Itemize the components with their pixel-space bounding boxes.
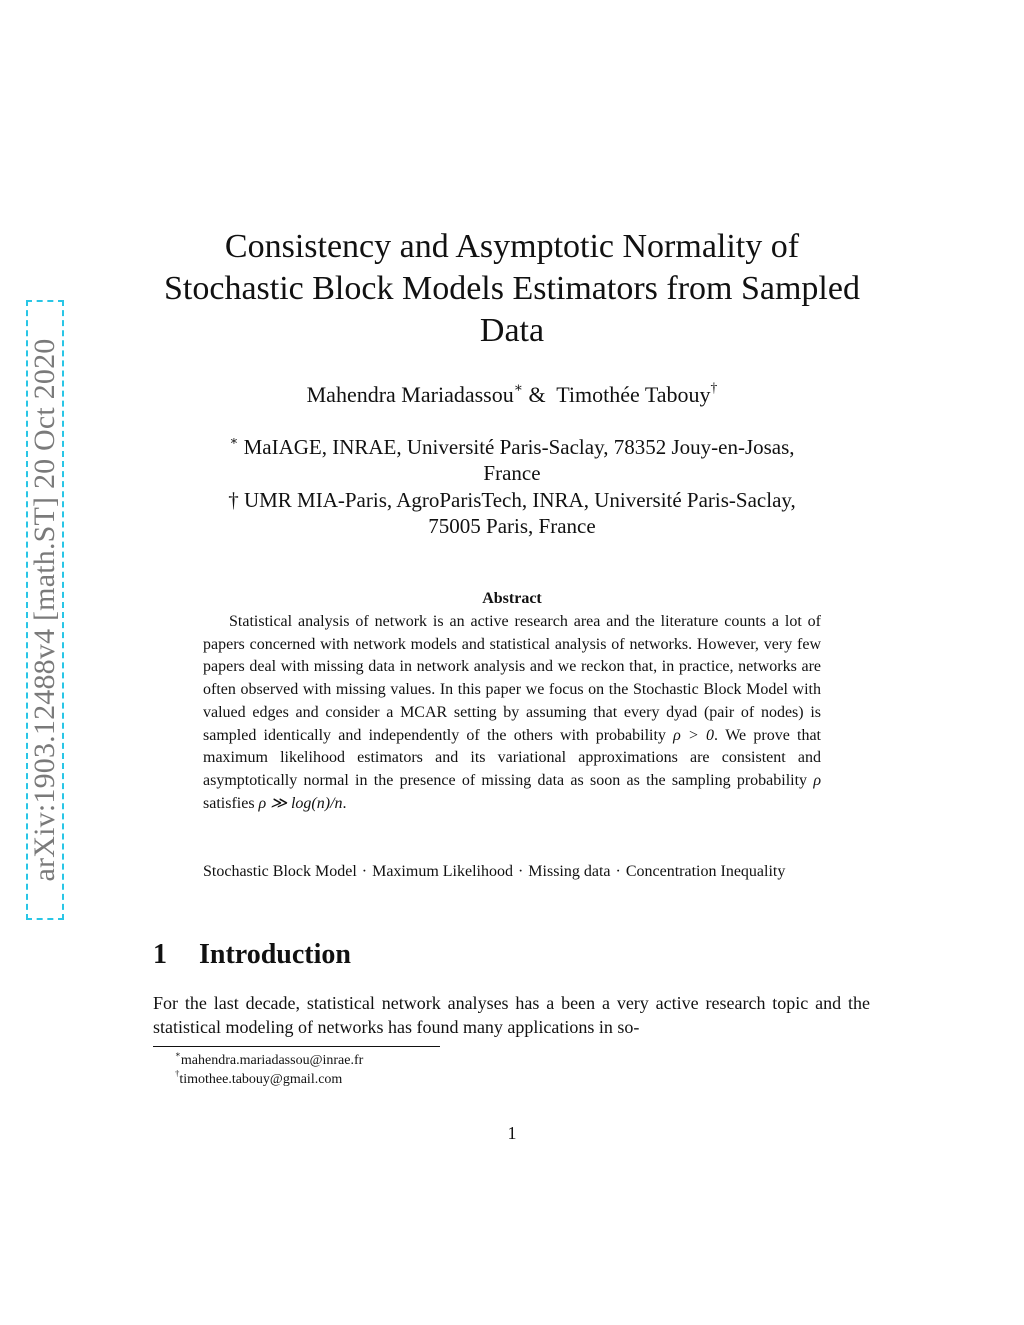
footnote-1-mark: ∗ xyxy=(175,1049,181,1060)
keyword-item: Concentration Inequality xyxy=(625,863,786,880)
section-title: Introduction xyxy=(199,939,351,970)
abstract-text-satisfies: satisfies xyxy=(203,794,255,812)
author-1-footnote-mark: ∗ xyxy=(513,380,523,396)
arxiv-identifier-stamp[interactable] xyxy=(26,300,64,920)
author-1-name: Mahendra Mariadassou xyxy=(306,382,514,407)
abstract-text xyxy=(203,611,821,815)
abstract-text-part-1: Statistical analysis of network is an active research area and the literature counts a lot of papers concerned with network models and statistical analysis of networks. However, very few papers deal with missing data in network analysis and we reckon that, in practice, networks are often observed with missing values. In this paper we focus on the Stochastic Block Model with valued edges and consider a MCAR setting by assuming that every dyad (pair of nodes) is sampled identically and independently of the others with probability xyxy=(203,613,821,744)
affiliation-1-line-2: France xyxy=(483,461,541,485)
footnote-2 xyxy=(175,1068,343,1089)
footnote-1 xyxy=(175,1049,364,1070)
keyword-separator: · xyxy=(615,863,621,880)
keyword-item: Stochastic Block Model xyxy=(203,863,357,880)
abstract-heading: Abstract xyxy=(482,590,542,607)
footnote-divider xyxy=(153,1046,440,1047)
paper-title xyxy=(130,226,894,352)
footnote-2-email[interactable]: timothee.tabouy@gmail.com xyxy=(179,1072,343,1087)
affiliation-1-line-1: MaIAGE, INRAE, Université Paris-Saclay, 78352 Jouy-en-Josas, xyxy=(243,435,795,459)
abstract-text-part-2: . We prove that maximum likelihood estimators and its variational approximations are consistent and asymptotically normal in the presence of missing data as soon as the sampling probability xyxy=(203,726,822,789)
section-heading xyxy=(153,938,351,972)
affiliation-2-mark: † xyxy=(228,488,239,512)
page-number: 1 xyxy=(507,1123,517,1143)
author-2-footnote-mark: † xyxy=(710,380,718,396)
keyword-separator: · xyxy=(361,863,368,880)
keyword-item: Maximum Likelihood xyxy=(372,863,513,880)
title-line-2: Stochastic Block Models Estimators from Sampled xyxy=(164,270,860,307)
affiliation-1-mark: ∗ xyxy=(229,432,239,448)
abstract-math-rho-positive: ρ > 0 xyxy=(673,726,715,744)
affiliation-2 xyxy=(150,487,874,539)
abstract-text-end: . xyxy=(342,794,347,812)
footnote-1-email[interactable]: mahendra.mariadassou@inrae.fr xyxy=(180,1053,364,1068)
footnote-2-mark: † xyxy=(175,1068,180,1079)
affiliation-2-line-1: UMR MIA-Paris, AgroParisTech, INRA, Université Paris-Saclay, xyxy=(243,488,796,512)
abstract-math-rho: ρ xyxy=(813,771,822,789)
title-line-1: Consistency and Asymptotic Normality of xyxy=(224,228,800,265)
affiliation-2-line-2: 75005 Paris, France xyxy=(428,514,596,538)
keyword-separator: · xyxy=(517,863,524,880)
abstract-math-condition: ρ ≫ log(n)/n xyxy=(258,794,343,812)
author-2-name: Timothée Tabouy xyxy=(556,382,711,407)
author-separator: & xyxy=(528,382,546,407)
section-body-text: For the last decade, statistical network analyses has a been a very active research topic and the statistical modeling of networks has found many applications in so- xyxy=(153,993,870,1037)
section-number: 1 xyxy=(153,939,167,970)
keywords xyxy=(203,861,821,884)
title-line-3: Data xyxy=(479,312,545,349)
affiliation-1 xyxy=(150,434,874,486)
author-list xyxy=(150,380,874,410)
arxiv-identifier-text: arXiv:1903.12488v4 [math.ST] 20 Oct 2020 xyxy=(28,338,61,882)
keyword-item: Missing data xyxy=(528,863,611,880)
